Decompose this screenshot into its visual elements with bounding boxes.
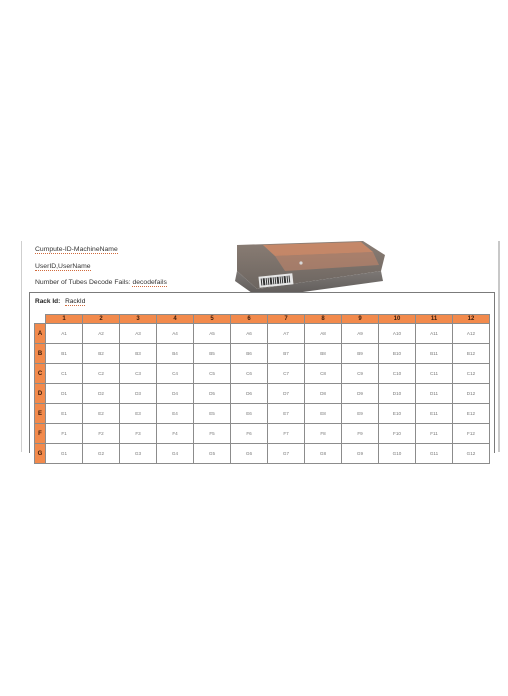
well-cell: G11	[416, 444, 453, 464]
well-cell: E7	[268, 404, 305, 424]
well-cell: C4	[157, 364, 194, 384]
well-cell: F4	[157, 424, 194, 444]
well-cell: C10	[379, 364, 416, 384]
column-header-7: 7	[268, 315, 305, 324]
well-cell: B5	[194, 344, 231, 364]
column-header-5: 5	[194, 315, 231, 324]
well-cell: D6	[231, 384, 268, 404]
well-cell: A10	[379, 324, 416, 344]
well-cell: G5	[194, 444, 231, 464]
well-cell: A5	[194, 324, 231, 344]
page-right-edge	[498, 241, 500, 452]
well-cell: D4	[157, 384, 194, 404]
grid-header-row	[35, 315, 490, 324]
well-cell: E5	[194, 404, 231, 424]
well-cell: F8	[305, 424, 342, 444]
rack-id-value: RackId	[65, 298, 86, 305]
well-cell: E1	[46, 404, 83, 424]
well-cell: C12	[453, 364, 490, 384]
well-cell: F6	[231, 424, 268, 444]
grid-corner	[35, 315, 46, 324]
column-header-9: 9	[342, 315, 379, 324]
computer-id-line: Cumpute-ID-MachineName	[35, 246, 118, 253]
well-cell: B9	[342, 344, 379, 364]
well-cell: D2	[83, 384, 120, 404]
well-cell: C3	[120, 364, 157, 384]
rack-id-line	[35, 298, 85, 305]
well-cell: G10	[379, 444, 416, 464]
well-cell: D11	[416, 384, 453, 404]
well-cell: F1	[46, 424, 83, 444]
well-cell: B1	[46, 344, 83, 364]
row-header-G: G	[35, 444, 46, 464]
well-cell: C1	[46, 364, 83, 384]
well-cell: F5	[194, 424, 231, 444]
page-left-edge	[21, 241, 22, 452]
row-header-F: F	[35, 424, 46, 444]
well-cell: A12	[453, 324, 490, 344]
column-header-8: 8	[305, 315, 342, 324]
well-cell: B7	[268, 344, 305, 364]
well-cell: B11	[416, 344, 453, 364]
well-cell: A6	[231, 324, 268, 344]
tubes-decode-fails-value: decodefails	[132, 279, 167, 286]
well-cell: F11	[416, 424, 453, 444]
well-cell: F7	[268, 424, 305, 444]
well-cell: C2	[83, 364, 120, 384]
well-cell: C8	[305, 364, 342, 384]
rack-section	[29, 292, 495, 457]
well-cell: A1	[46, 324, 83, 344]
grid-row-D	[35, 384, 490, 404]
well-cell: D7	[268, 384, 305, 404]
well-cell: B3	[120, 344, 157, 364]
well-cell: D8	[305, 384, 342, 404]
well-cell: D12	[453, 384, 490, 404]
column-header-3: 3	[120, 315, 157, 324]
well-cell: E9	[342, 404, 379, 424]
well-cell: B6	[231, 344, 268, 364]
well-cell: C11	[416, 364, 453, 384]
well-cell: B8	[305, 344, 342, 364]
well-cell: E3	[120, 404, 157, 424]
well-cell: A3	[120, 324, 157, 344]
grid-row-G	[35, 444, 490, 464]
well-cell: C9	[342, 364, 379, 384]
well-cell: B10	[379, 344, 416, 364]
well-cell: B2	[83, 344, 120, 364]
column-header-12: 12	[453, 315, 490, 324]
well-cell: A9	[342, 324, 379, 344]
user-id-line: UserID,UserName	[35, 263, 91, 270]
well-cell: D10	[379, 384, 416, 404]
grid-row-E	[35, 404, 490, 424]
row-header-D: D	[35, 384, 46, 404]
well-cell: F9	[342, 424, 379, 444]
well-cell: G9	[342, 444, 379, 464]
rack-grid-table	[34, 314, 490, 464]
well-cell: A2	[83, 324, 120, 344]
column-header-10: 10	[379, 315, 416, 324]
well-cell: F10	[379, 424, 416, 444]
well-cell: G8	[305, 444, 342, 464]
row-header-A: A	[35, 324, 46, 344]
well-cell: F3	[120, 424, 157, 444]
well-cell: E4	[157, 404, 194, 424]
well-cell: G7	[268, 444, 305, 464]
column-header-2: 2	[83, 315, 120, 324]
well-cell: G12	[453, 444, 490, 464]
column-header-6: 6	[231, 315, 268, 324]
well-cell: E11	[416, 404, 453, 424]
rack-id-label: Rack Id:	[35, 298, 61, 305]
well-cell: F12	[453, 424, 490, 444]
well-cell: A4	[157, 324, 194, 344]
well-cell: C5	[194, 364, 231, 384]
well-cell: E2	[83, 404, 120, 424]
well-cell: B4	[157, 344, 194, 364]
row-header-C: C	[35, 364, 46, 384]
well-cell: G3	[120, 444, 157, 464]
well-cell: G4	[157, 444, 194, 464]
grid-body	[35, 324, 490, 464]
well-cell: D9	[342, 384, 379, 404]
column-header-4: 4	[157, 315, 194, 324]
well-cell: C7	[268, 364, 305, 384]
well-cell: E6	[231, 404, 268, 424]
well-cell: E12	[453, 404, 490, 424]
rack-scanner-device-image	[233, 241, 385, 298]
well-cell: A11	[416, 324, 453, 344]
grid-row-B	[35, 344, 490, 364]
grid-row-F	[35, 424, 490, 444]
well-cell: D1	[46, 384, 83, 404]
well-cell: E10	[379, 404, 416, 424]
column-header-1: 1	[46, 315, 83, 324]
grid-row-C	[35, 364, 490, 384]
well-cell: G1	[46, 444, 83, 464]
well-cell: A7	[268, 324, 305, 344]
row-header-E: E	[35, 404, 46, 424]
well-cell: D3	[120, 384, 157, 404]
tubes-decode-fails-line	[35, 279, 167, 286]
tubes-decode-fails-label: Number of Tubes Decode Fails:	[35, 279, 131, 286]
well-cell: A8	[305, 324, 342, 344]
well-cell: F2	[83, 424, 120, 444]
column-header-11: 11	[416, 315, 453, 324]
well-cell: B12	[453, 344, 490, 364]
well-cell: D5	[194, 384, 231, 404]
grid-row-A	[35, 324, 490, 344]
document-page	[21, 241, 500, 457]
well-cell: G2	[83, 444, 120, 464]
row-header-B: B	[35, 344, 46, 364]
well-cell: G6	[231, 444, 268, 464]
well-cell: E8	[305, 404, 342, 424]
well-cell: C6	[231, 364, 268, 384]
